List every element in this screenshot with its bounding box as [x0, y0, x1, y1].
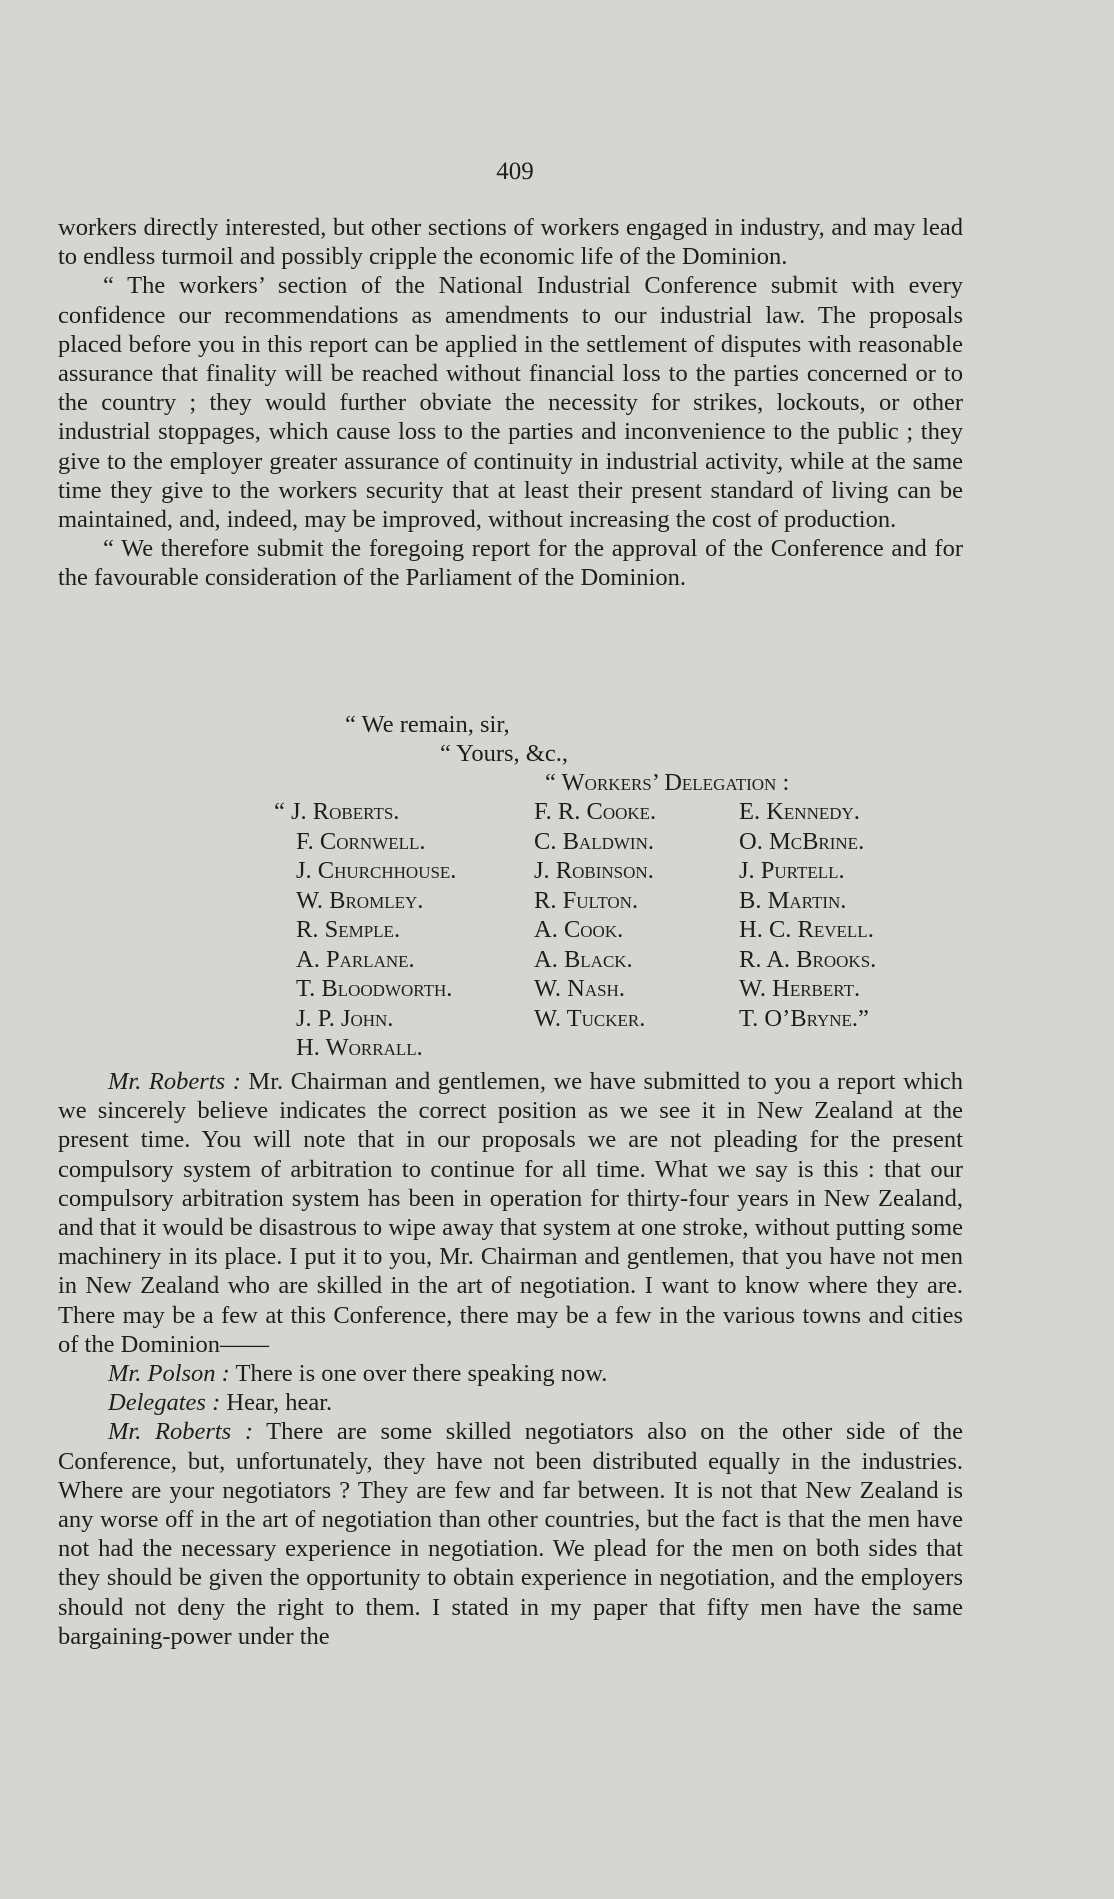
signatory: H. C. Revell.: [739, 916, 874, 943]
signatory: T. Bloodworth.: [296, 975, 453, 1002]
speaker-name: Delegates :: [108, 1389, 221, 1417]
closing-line-yours: “ Yours, &c.,: [440, 740, 568, 767]
signatory: A. Black.: [534, 945, 633, 973]
paragraph-continuation: workers directly interested, but other sections of workers engaged in industry, and may lead to endless turmoil and possibly cripple the economic life of the Dominion.: [58, 214, 963, 271]
signatory: B. Martin.: [739, 886, 847, 914]
signatory: R. Semple.: [296, 916, 401, 943]
signatory: E. Kennedy.: [739, 798, 860, 825]
signatory: J. Churchhouse.: [296, 857, 457, 884]
speech-text: There are some skilled negotiators also on the other side of the Conference, but, unfortunately, they have not been distributed equally in the industries. Where are your negotiators ? They are few and far between. It is not that New Zealand is any worse off in the art of negotiation than other countries, but the fact is that the men have not had the necessary experience in negotiation. We plead for the men on both sides that they should be given the opportunity to obtain experience in negotiation, and the employers should not deny the right to them. I stated in my paper that fifty men have the same bargaining-power under the: [58, 1418, 964, 1650]
signatory: J. Robinson.: [534, 857, 654, 884]
signatory: W. Nash.: [534, 975, 625, 1002]
signatory: A. Parlane.: [296, 945, 415, 973]
signatory: R. A. Brooks.: [739, 945, 877, 973]
signatory: W. Tucker.: [534, 1004, 646, 1032]
speech-delegates: [58, 1388, 963, 1417]
speaker-name: Mr. Polson :: [108, 1360, 230, 1388]
signatory: F. R. Cooke.: [534, 798, 657, 825]
speech-roberts: [58, 1067, 963, 1359]
report-body: [58, 213, 963, 593]
speech-text: Mr. Chairman and gentlemen, we have submitted to you a report which we sincerely believe indicates the correct position as we see it in New Zealand at the present time. You will note that in our proposals we are not pleading for the present compulsory system of arbitration to continue for all time. What we say is this : that our compulsory arbitration system has been in operation for thirty-four years in New Zealand, and that it would be disastrous to wipe away that system at one stroke, without putting some machinery in its place. I put it to you, Mr. Chairman and gentlemen, that you have not men in New Zealand who are skilled in the art of negotiation. I want to know where they are. There may be a few at this Conference, there may be a few in the various towns and cities of the Dominion——: [58, 1068, 963, 1358]
speech-text: Hear, hear.: [226, 1389, 333, 1417]
signatory: F. Cornwell.: [296, 827, 426, 855]
paragraph-recommendations: “ The workers’ section of the National Industrial Conference submit with every confidence our recommendations as amendments to our industrial law. The proposals placed before you in this report can be applied in the settlement of disputes with reasonable assurance that finality will be reached without financial loss to the parties concerned or to the country ; they would further obviate the necessity for strikes, lockouts, or other industrial stoppages, which cause loss to the parties and inconvenience to the public ; they give to the employer greater assurance of continuity in industrial activity, while at the same time they give to the workers security that at least their present standard of living can be maintained, and, indeed, may be improved, without increasing the cost of production.: [58, 272, 963, 534]
signatory: T. O’Bryne.”: [739, 1004, 869, 1032]
speech-text: There is one over there speaking now.: [235, 1360, 608, 1388]
signatory: A. Cook.: [534, 916, 624, 943]
signatory-column-3: [739, 797, 974, 1063]
signatory: J. P. John.: [296, 1004, 394, 1032]
signatory: W. Bromley.: [296, 886, 424, 914]
paragraph-submission: “ We therefore submit the foregoing report for the approval of the Conference and for the favourable consideration of the Parliament of the Dominion.: [58, 535, 963, 592]
page-number: 409: [496, 158, 534, 185]
signatory: O. McBrine.: [739, 827, 865, 855]
signatory: J. Purtell.: [739, 857, 845, 884]
speech-roberts-continued: [58, 1417, 963, 1651]
speaker-name: Mr. Roberts :: [108, 1068, 241, 1095]
signatory: “ J. Roberts.: [274, 798, 400, 825]
closing-line-remain: “ We remain, sir,: [345, 711, 510, 738]
signatory: W. Herbert.: [739, 975, 861, 1002]
speaker-name: Mr. Roberts :: [108, 1418, 253, 1446]
signatory-column-1: [274, 797, 534, 1063]
signatory: R. Fulton.: [534, 886, 639, 914]
signatory: H. Worrall.: [296, 1034, 423, 1061]
speech-polson: [58, 1359, 963, 1388]
debate-transcript: [58, 1067, 963, 1651]
signatory-list: [274, 797, 974, 1063]
signatory: C. Baldwin.: [534, 827, 654, 855]
delegation-heading: “ Workers’ Delegation :: [545, 769, 790, 796]
signatory-column-2: [534, 797, 739, 1063]
